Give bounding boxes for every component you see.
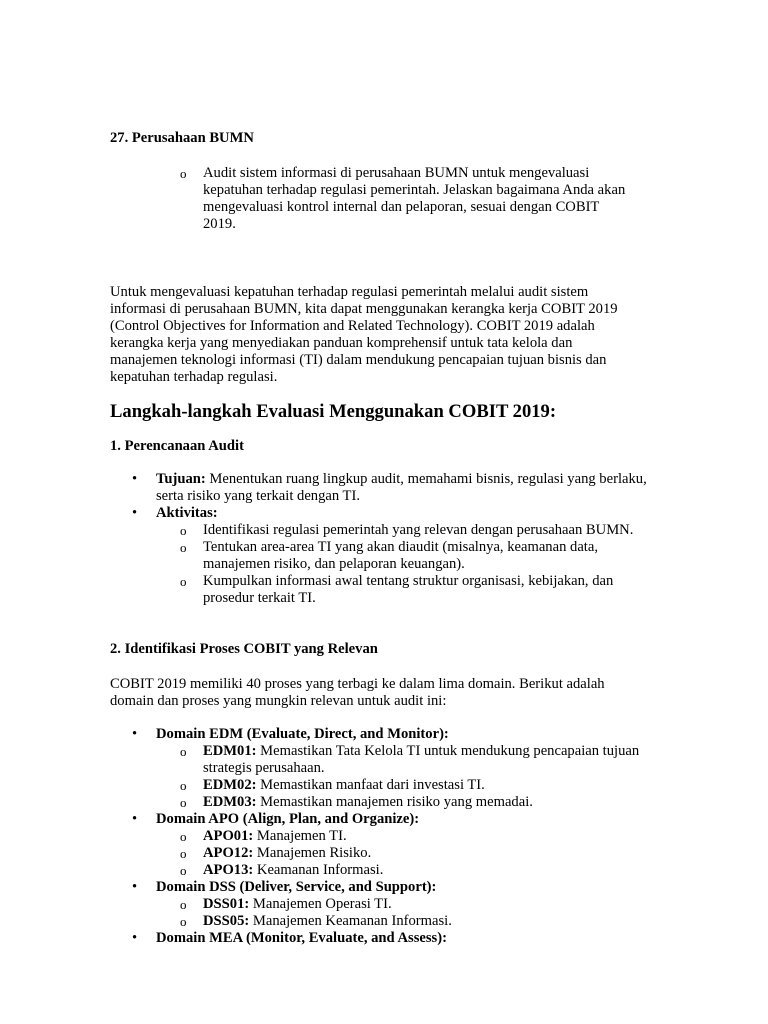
- list-item: [110, 522, 650, 539]
- step2-intro: COBIT 2019 memiliki 40 proses yang terbagi ke dalam lima domain. Berikut adalah domain dan proses yang mungkin relevan untuk audit ini:: [110, 676, 605, 709]
- bullet-marker: •: [132, 879, 138, 895]
- main-heading: Langkah-langkah Evaluasi Menggunakan COBIT 2019:: [110, 401, 557, 422]
- list-item: [110, 862, 650, 879]
- process-text: Keamanan Informasi.: [253, 862, 384, 878]
- aktivitas-text: Tentukan area-area TI yang akan diaudit (misalnya, keamanan data, manajemen risiko, dan pelaporan keuangan).: [203, 539, 598, 572]
- list-item: [110, 777, 650, 794]
- sub-marker: o: [180, 523, 187, 538]
- sub-marker: o: [180, 897, 187, 912]
- sub-marker: o: [180, 540, 187, 555]
- aktivitas-text: Identifikasi regulasi pemerintah yang relevan dengan perusahaan BUMN.: [203, 522, 634, 538]
- domain-label: Domain MEA (Monitor, Evaluate, and Assess):: [156, 930, 447, 946]
- process-code: APO12:: [203, 845, 254, 861]
- list-item: [110, 539, 650, 573]
- sub-marker: o: [180, 863, 187, 878]
- list-item: [110, 573, 650, 607]
- list-item: [110, 828, 650, 845]
- intro-paragraph: Untuk mengevaluasi kepatuhan terhadap regulasi pemerintah melalui audit sistem informasi di perusahaan BUMN, kita dapat menggunakan kerangka kerja COBIT 2019 (Control Objectives for Information and Related Technology). COBIT 2019 adalah kerangka kerja yang menyediakan panduan komprehensif untuk tata kelola dan manajemen teknologi informasi (TI) dalam mendukung pencapaian tujuan bisnis dan kepatuhan terhadap regulasi.: [110, 284, 618, 385]
- sub-marker: o: [180, 744, 187, 759]
- tujuan-label: Tujuan:: [156, 471, 206, 487]
- step1-list: [110, 471, 650, 607]
- process-text: Memastikan manajemen risiko yang memadai.: [256, 794, 533, 810]
- process-text: Manajemen Operasi TI.: [249, 896, 392, 912]
- aktivitas-label: Aktivitas:: [156, 505, 218, 521]
- bullet-marker: •: [132, 930, 138, 946]
- process-code: EDM02:: [203, 777, 257, 793]
- process-text: Memastikan Tata Kelola TI untuk mendukung pencapaian tujuan strategis perusahaan.: [203, 743, 640, 776]
- process-text: Manajemen Keamanan Informasi.: [249, 913, 452, 929]
- list-item: [110, 726, 650, 811]
- bullet-marker: •: [132, 811, 138, 827]
- process-text: Manajemen Risiko.: [253, 845, 372, 861]
- list-item: [110, 879, 650, 930]
- sub-marker: o: [180, 914, 187, 929]
- sub-marker: o: [180, 778, 187, 793]
- list-item: [110, 471, 650, 505]
- list-item: [110, 896, 650, 913]
- process-text: Manajemen TI.: [253, 828, 347, 844]
- domain-label: Domain EDM (Evaluate, Direct, and Monitor):: [156, 726, 449, 742]
- list-item: [110, 930, 650, 947]
- list-item: [110, 811, 650, 879]
- sub-marker: o: [180, 846, 187, 861]
- question-item: [110, 165, 650, 233]
- process-code: DSS05:: [203, 913, 250, 929]
- list-item: [110, 913, 650, 930]
- list-item: [110, 743, 650, 777]
- question-text: Audit sistem informasi di perusahaan BUMN untuk mengevaluasi kepatuhan terhadap regulasi pemerintah. Jelaskan bagaimana Anda akan mengevaluasi kontrol internal dan pelaporan, sesuai dengan COBIT 2019.: [203, 165, 626, 232]
- process-code: EDM01:: [203, 743, 257, 759]
- bullet-marker: •: [132, 471, 138, 487]
- bullet-marker: •: [132, 726, 138, 742]
- process-code: APO13:: [203, 862, 254, 878]
- list-item: [110, 505, 650, 607]
- domain-label: Domain DSS (Deliver, Service, and Support):: [156, 879, 437, 895]
- sub-marker: o: [180, 829, 187, 844]
- list-item: [110, 845, 650, 862]
- step2-heading: 2. Identifikasi Proses COBIT yang Relevan: [110, 641, 378, 657]
- question-bullet: o: [180, 166, 187, 181]
- step1-heading: 1. Perencanaan Audit: [110, 438, 244, 454]
- process-code: APO01:: [203, 828, 254, 844]
- question-title: 27. Perusahaan BUMN: [110, 130, 254, 146]
- sub-marker: o: [180, 795, 187, 810]
- sub-marker: o: [180, 574, 187, 589]
- domain-list: [110, 726, 650, 947]
- list-item: [110, 794, 650, 811]
- process-code: DSS01:: [203, 896, 250, 912]
- bullet-marker: •: [132, 505, 138, 521]
- process-code: EDM03:: [203, 794, 257, 810]
- domain-label: Domain APO (Align, Plan, and Organize):: [156, 811, 420, 827]
- aktivitas-text: Kumpulkan informasi awal tentang struktur organisasi, kebijakan, dan prosedur terkait TI.: [203, 573, 614, 606]
- tujuan-text: Menentukan ruang lingkup audit, memahami bisnis, regulasi yang berlaku, serta risiko yang terkait dengan TI.: [156, 471, 647, 504]
- process-text: Memastikan manfaat dari investasi TI.: [256, 777, 485, 793]
